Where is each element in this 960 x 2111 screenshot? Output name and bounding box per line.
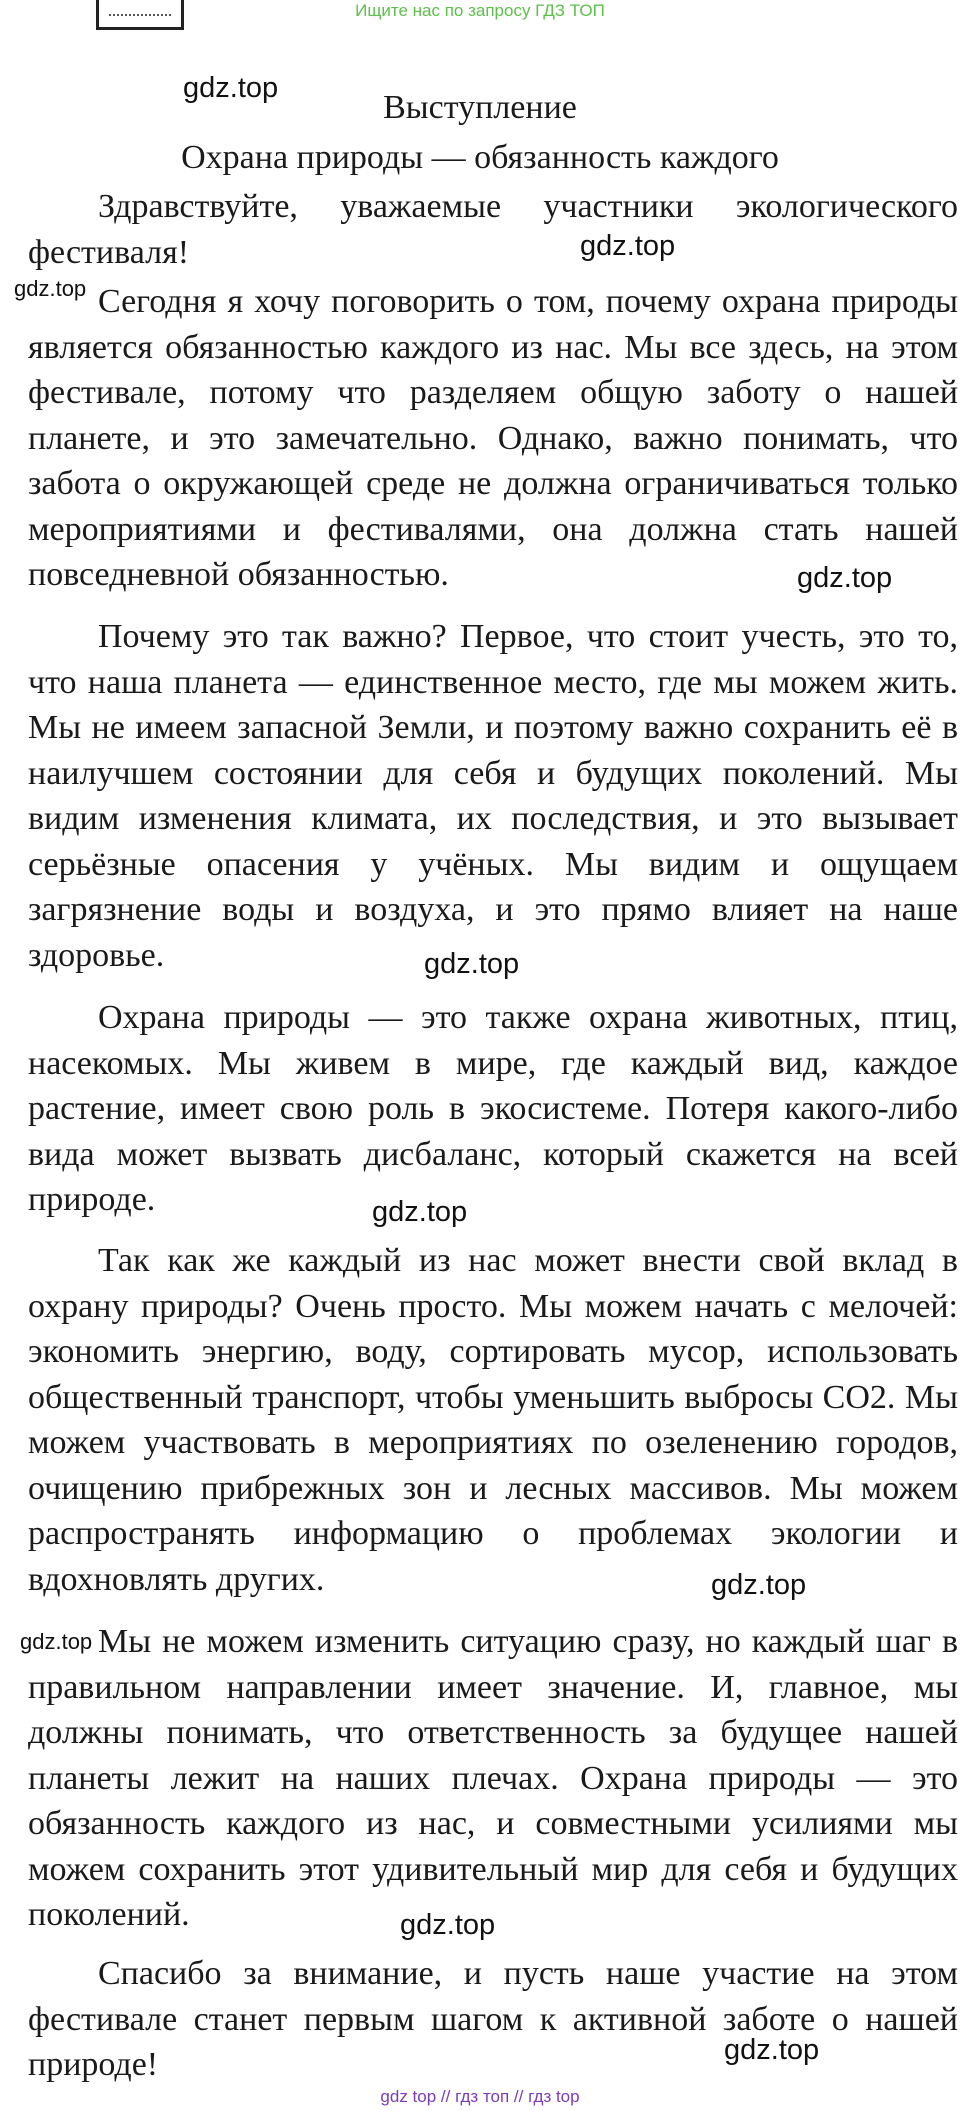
paragraph-wildlife: Охрана природы — это также охрана животных, птиц, насекомых. Мы живем в мире, где каждый вид, каждое растение, имеет свою роль в экосистеме. Потеря какого-либо вида может вызвать дисбаланс, который скажется на всей природе. (28, 999, 958, 1218)
watermark: gdz.top (711, 1569, 807, 1601)
page-title: Выступление (383, 89, 577, 126)
watermark: gdz.top (400, 1909, 496, 1941)
paragraph-intro: Сегодня я хочу поговорить о том, почему охрана природы является обязанностью каждого из нас. Мы все здесь, на этом фестивале, потому что разделяем общую заботу о нашей планете, и это замечательно. Однако, важно понимать, что забота о окружающей среде не должна ограничиваться только мероприятиями и фестивалями, она должна стать нашей повседневной обязанностью. (28, 283, 958, 593)
search-banner[interactable]: Ищите нас по запросу ГДЗ ТОП (355, 1, 605, 20)
paragraph-responsibility: Мы не можем изменить ситуацию сразу, но каждый шаг в правильном направлении имеет значение. И, главное, мы должны понимать, что ответственность за будущее нашей планеты лежит на наших плечах. Охрана природы — это обязанность каждого из нас, и совместными усилиями мы можем сохранить этот удивительный мир для себя и будущих поколений. (28, 1623, 958, 1933)
footer-links[interactable]: gdz top // гдз топ // гдз top (380, 2087, 580, 2106)
page-subtitle: Охрана природы — обязанность каждого (181, 139, 779, 176)
watermark: gdz.top (183, 72, 279, 104)
watermark: gdz.top (580, 230, 676, 262)
paragraph-greeting: Здравствуйте, уважаемые участники экологического фестиваля! (28, 188, 958, 271)
watermark: gdz.top (20, 1629, 93, 1654)
watermark: gdz.top (724, 2034, 820, 2066)
watermark: gdz.top (14, 276, 87, 301)
paragraph-contribution: Так как же каждый из нас может внести свой вклад в охрану природы? Очень просто. Мы можем начать с мелочей: экономить энергию, воду, сортировать мусор, использовать общественный транспорт, чтобы уменьшить выбросы CO2. Мы можем участвовать в мероприятиях по озеленению городов, очищению прибрежных зон и лесных массивов. Мы можем распространять информацию о проблемах экологии и вдохновлять других. (28, 1242, 958, 1598)
watermark: gdz.top (372, 1196, 468, 1228)
corner-stamp (96, 0, 184, 30)
paragraph-thanks: Спасибо за внимание, и пусть наше участие на этом фестивале станет первым шагом к активной заботе о нашей природе! (28, 1955, 958, 2083)
paragraph-why: Почему это так важно? Первое, что стоит учесть, это то, что наша планета — единственное место, где мы можем жить. Мы не имеем запасной Земли, и поэтому важно сохранить её в наилучшем состоянии для себя и будущих поколений. Мы видим изменения климата, их последствия, и это вызывает серьёзные опасения у учёных. Мы видим и ощущаем загрязнение воды и воздуха, и это прямо влияет на наше здоровье. (28, 618, 958, 974)
watermark: gdz.top (797, 562, 893, 594)
watermark: gdz.top (424, 948, 520, 980)
